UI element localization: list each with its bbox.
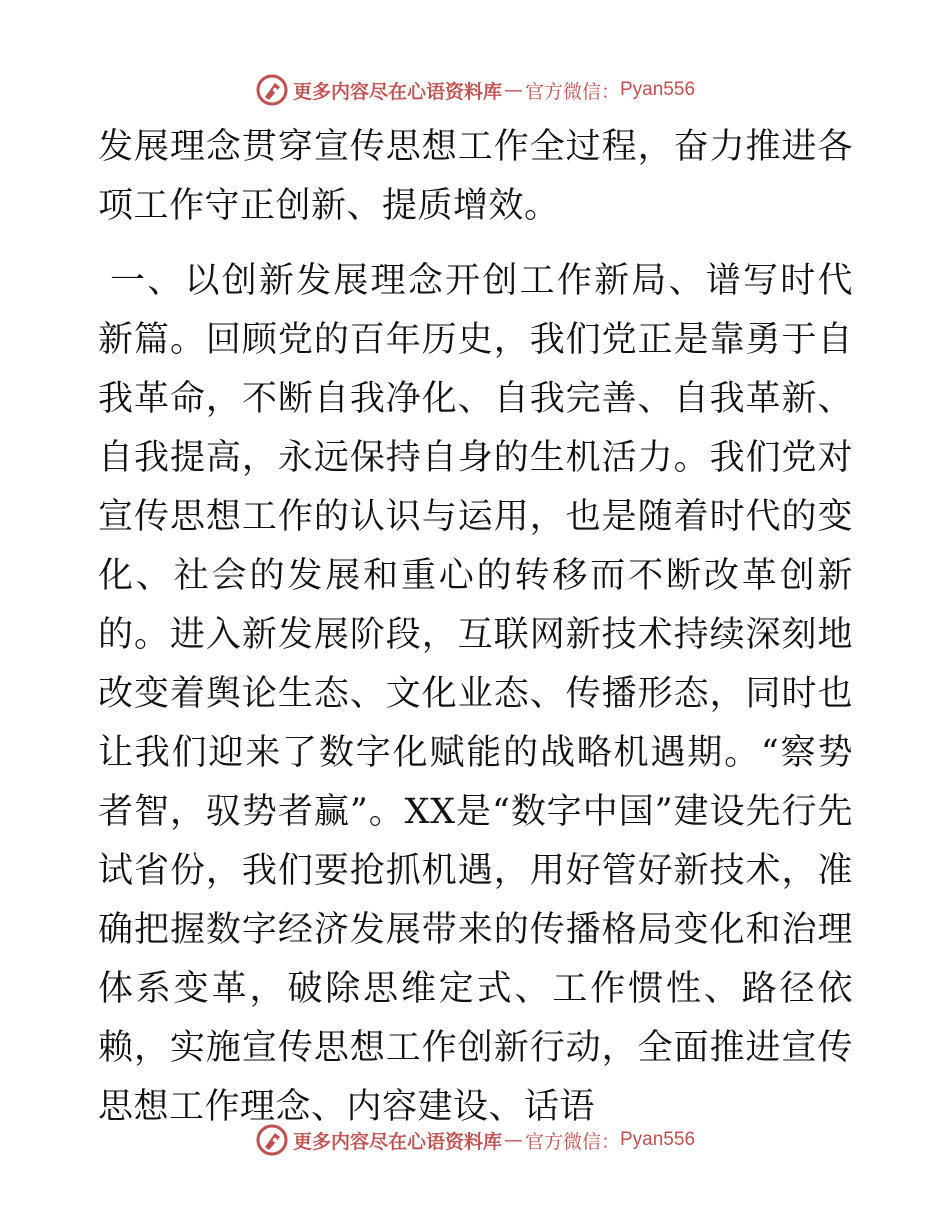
banner-wechat-label: 官方微信： bbox=[524, 80, 620, 103]
banner-dash: — bbox=[503, 79, 523, 101]
header-watermark-banner bbox=[0, 70, 950, 110]
paragraph-2: 一、以创新发展理念开创工作新局、谱写时代新篇。回顾党的百年历史，我们党正是靠勇于自我革命，不断自我净化、自我完善、自我革新、自我提高，永远保持自身的生机活力。我们党对宣传思想工作的认识与运用，也是随着时代的变化、社会的发展和重心的转移而不断改革创新的。进入新发展阶段，互联网新技术持续深刻地改变着舆论生态、文化业态、传播形态，同时也让我们迎来了数字化赋能的战略机遇期。“察势者智，驭势者赢”。XX是“数字中国”建设先行先试省份，我们要抢抓机遇，用好管好新技术，准确把握数字经济发展带来的传播格局变化和治理体系变革，破除思维定式、工作惯性、路径依赖，实施宣传思想工作创新行动，全面推进宣传思想工作理念、内容建设、话语 bbox=[98, 261, 853, 1127]
banner-main-text: 更多内容尽在心语资料库 bbox=[292, 1130, 502, 1153]
banner-wechat-label: 官方微信： bbox=[524, 1130, 620, 1153]
footer-watermark-banner bbox=[0, 1120, 950, 1160]
banner-dash: — bbox=[503, 1129, 523, 1151]
document-body bbox=[98, 118, 853, 1137]
paragraph-1: 发展理念贯穿宣传思想工作全过程，奋力推进各项工作守正创新、提质增效。 bbox=[98, 127, 853, 226]
pen-logo-icon bbox=[255, 73, 289, 107]
banner-wechat-id: Pyan556 bbox=[620, 79, 696, 100]
pen-logo-icon bbox=[255, 1123, 289, 1157]
banner-wechat-id: Pyan556 bbox=[620, 1129, 696, 1150]
banner-main-text: 更多内容尽在心语资料库 bbox=[292, 80, 502, 103]
